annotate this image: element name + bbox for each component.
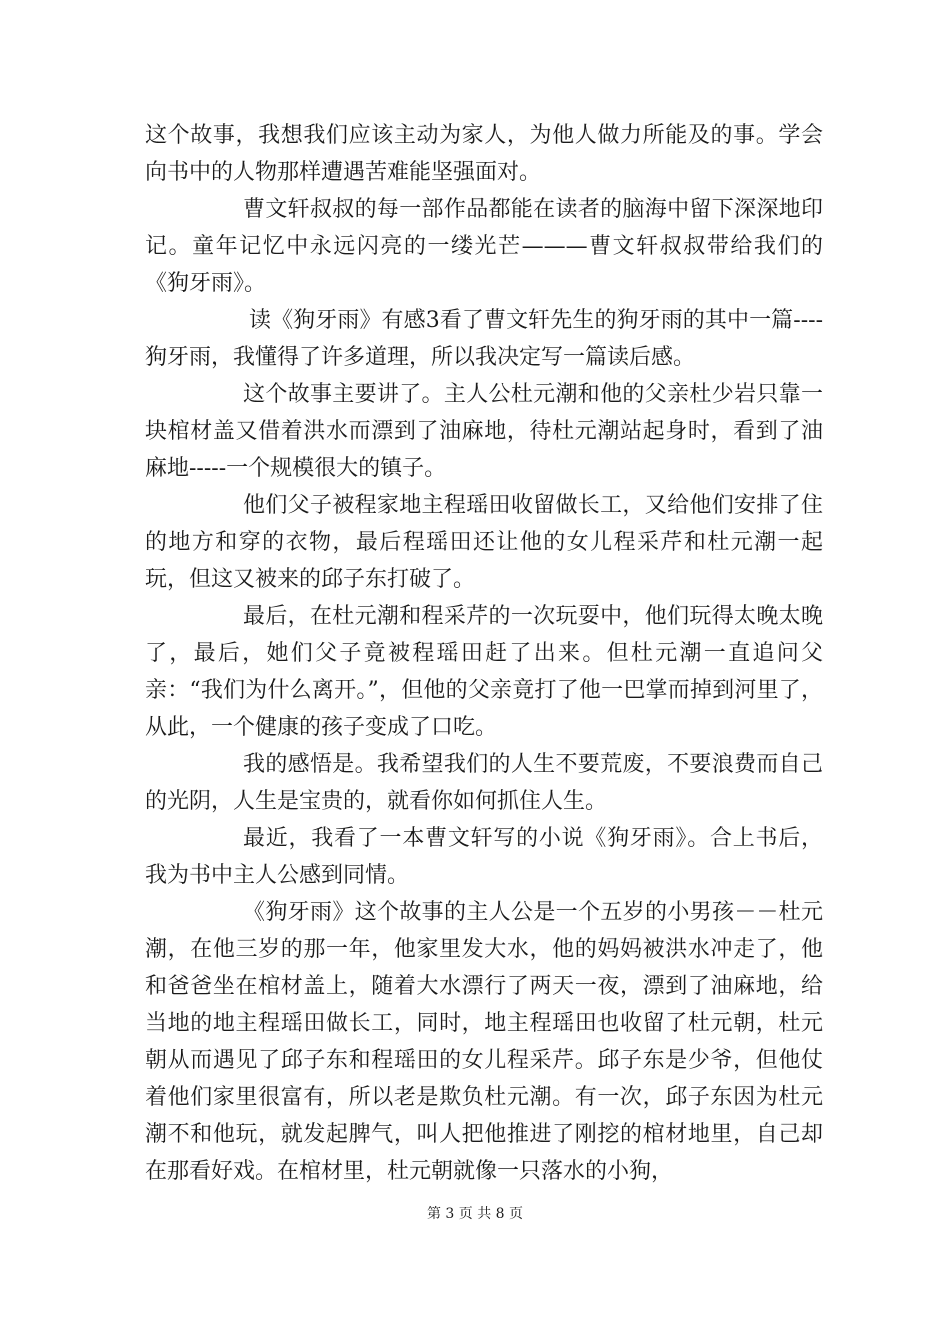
paragraph-7: 我的感悟是。我希望我们的人生不要荒废，不要浪费而自己的光阴，人生是宝贵的，就看你如何抓住人生。 xyxy=(145,752,823,814)
paragraph-4: 这个故事主要讲了。主人公杜元潮和他的父亲杜少岩只靠一块棺材盖又借着洪水而漂到了油麻地，待杜元潮站起身时，看到了油麻地-----一个规模很大的镇子。 xyxy=(145,382,823,481)
paragraph-8: 最近，我看了一本曹文轩写的小说《狗牙雨》。合上书后，我为书中主人公感到同情。 xyxy=(145,826,823,888)
paragraph-3: 读《狗牙雨》有感3看了曹文轩先生的狗牙雨的其中一篇----狗牙雨，我懂得了许多道理，所以我决定写一篇读后感。 xyxy=(145,308,823,370)
page-footer: 第 3 页 共 8 页 xyxy=(426,1206,524,1222)
document-body xyxy=(145,117,823,1190)
paragraph-1: 这个故事，我想我们应该主动为家人，为他人做力所能及的事。学会向书中的人物那样遭遇苦难能坚强面对。 xyxy=(145,123,823,185)
paragraph-6: 最后，在杜元潮和程采芹的一次玩耍中，他们玩得太晚太晚了，最后，她们父子竟被程瑶田赶了出来。但杜元潮一直追问父亲：“我们为什么离开。”，但他的父亲竟打了他一巴掌而掉到河里了，从此，一个健康的孩子变成了口吃。 xyxy=(145,604,823,740)
paragraph-5: 他们父子被程家地主程瑶田收留做长工，又给他们安排了住的地方和穿的衣物，最后程瑶田还让他的女儿程采芹和杜元潮一起玩，但这又被来的邱子东打破了。 xyxy=(145,493,823,592)
paragraph-2: 曹文轩叔叔的每一部作品都能在读者的脑海中留下深深地印记。童年记忆中永远闪亮的一缕光芒———曹文轩叔叔带给我们的《狗牙雨》。 xyxy=(145,197,823,296)
paragraph-9: 《狗牙雨》这个故事的主人公是一个五岁的小男孩－－杜元潮，在他三岁的那一年，他家里发大水，他的妈妈被洪水冲走了，他和爸爸坐在棺材盖上，随着大水漂行了两天一夜，漂到了油麻地，给当地的地主程瑶田做长工，同时，地主程瑶田也收留了杜元朝，杜元朝从而遇见了邱子东和程瑶田的女儿程采芹。邱子东是少爷，但他仗着他们家里很富有，所以老是欺负杜元潮。有一次，邱子东因为杜元潮不和他玩，就发起脾气，叫人把他推进了刚挖的棺材地里，自己却在那看好戏。在棺材里，杜元朝就像一只落水的小狗， xyxy=(145,900,823,1184)
